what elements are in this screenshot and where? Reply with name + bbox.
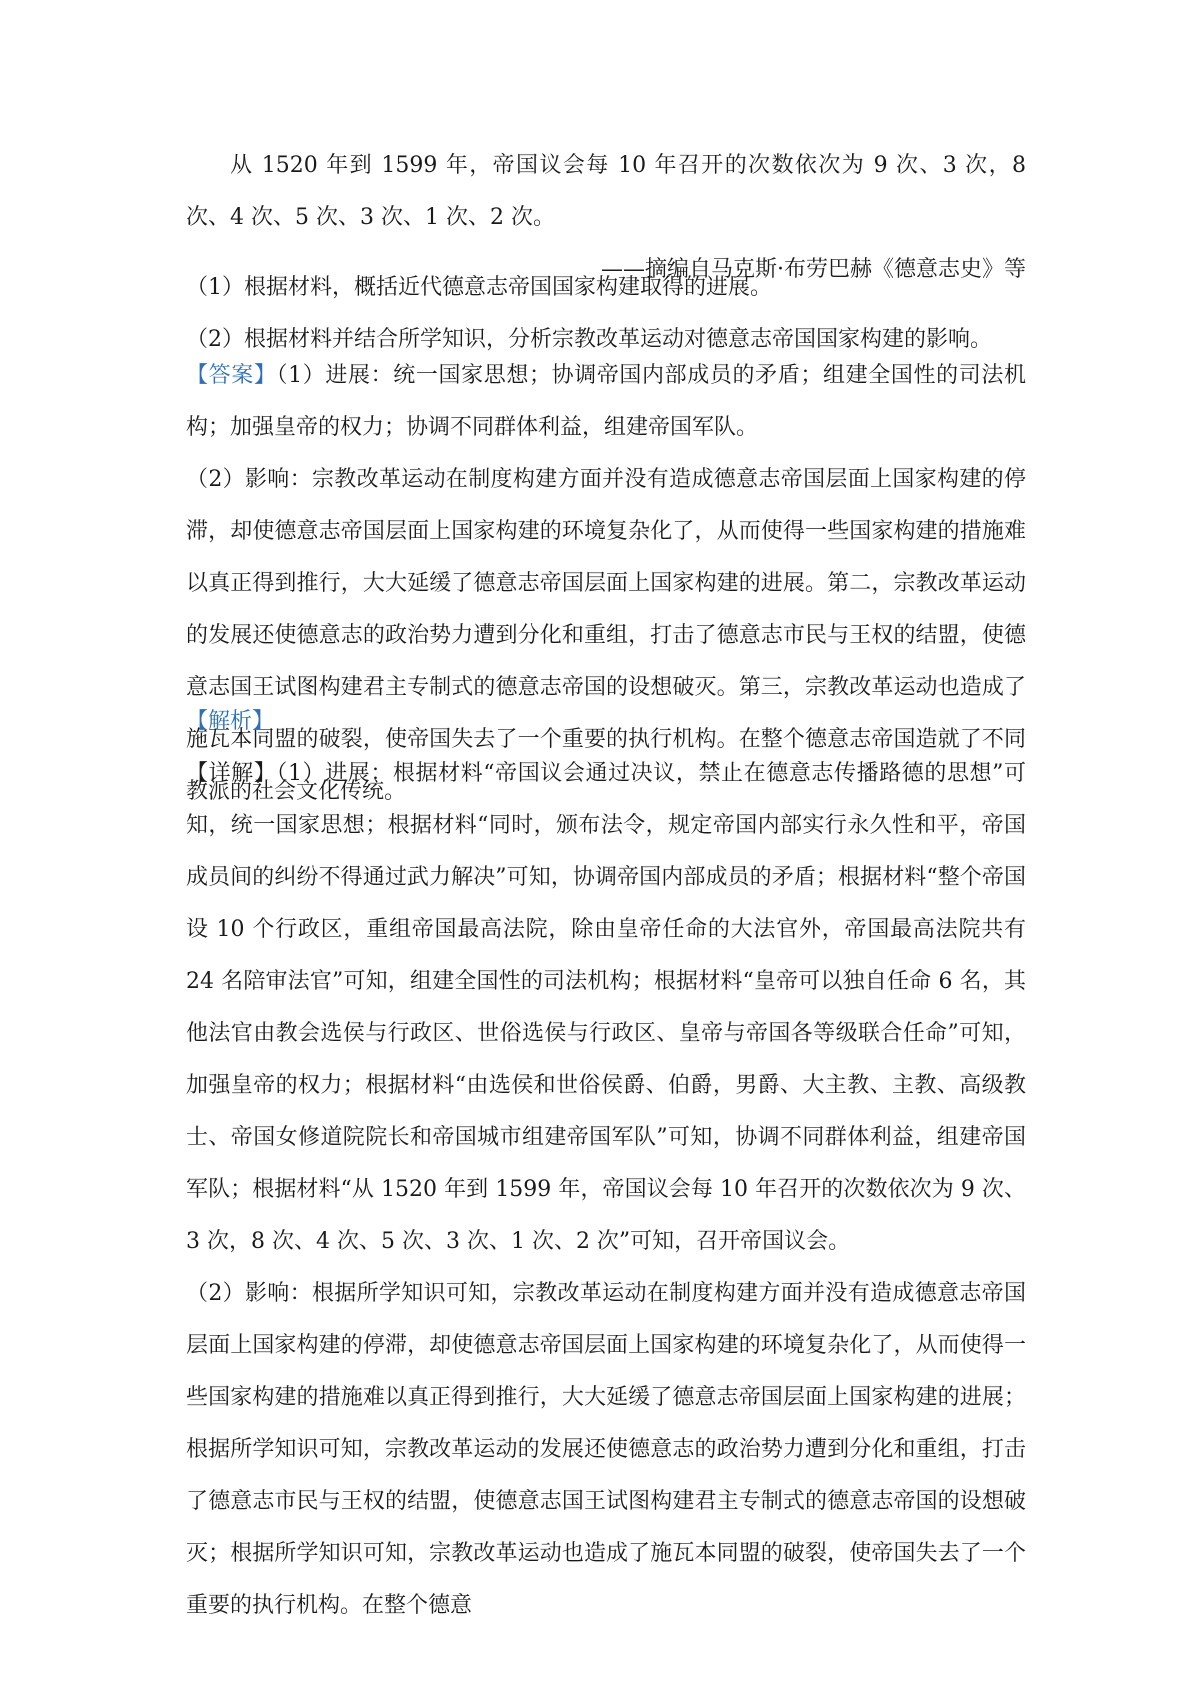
material-source: ——摘编自马克斯·布劳巴赫《德意志史》等 [601,257,1026,282]
analysis-tag: 【解析】 [186,709,275,734]
question-1: （1）根据材料，概括近代德意志帝国国家构建取得的进展。 [186,275,772,300]
analysis-section [186,696,1026,748]
detail-section [186,748,1026,1632]
detail-part-1-text: （1）进展：根据材料“帝国议会通过决议，禁止在德意志传播路德的思想”可知，统一国家思想；根据材料“同时，颁布法令，规定帝国内部实行永久性和平，帝国成员间的纠纷不得通过武力解决”可知，协调帝国内部成员的矛盾；根据材料“整个帝国设 10 个行政区，重组帝国最高法院，除由皇帝任命的大法官外，帝国最高法院共有 24 名陪审法官”可知，组建全国性的司法机构；根据材料“皇帝可以独自任命 6 名，其他法官由教会选侯与行政区、世俗选侯与行政区、皇帝与帝国各等级联合任命”可知，加强皇帝的权力；根据材料“由选侯和世俗侯爵、伯爵，男爵、大主教、主教、高级教士、帝国女修道院院长和帝国城市组建帝国军队”可知，协调不同群体利益，组建帝国军队；根据材料“从 1520 年到 1599 年，帝国议会每 10 年召开的次数依次为 9 次、3 次，8 次、4 次、5 次、3 次、1 次、2 次”可知，召开帝国议会。 [186,761,1026,1254]
answer-tag: 【答案】 [186,363,277,388]
detail-tag: 【详解】 [186,761,277,786]
question-2: （2）根据材料并结合所学知识，分析宗教改革运动对德意志帝国国家构建的影响。 [186,327,992,352]
answer-part-2: （2）影响：宗教改革运动在制度构建方面并没有造成德意志帝国层面上国家构建的停滞，却使德意志帝国层面上国家构建的环境复杂化了，从而使得一些国家构建的措施难以真正得到推行，大大延缓了德意志帝国层面上国家构建的进展。第二，宗教改革运动的发展还使德意志的政治势力遭到分化和重组，打击了德意志市民与王权的结盟，使德意志国王试图构建君主专制式的德意志帝国的设想破灭。第三，宗教改革运动也造成了施瓦本同盟的破裂，使帝国失去了一个重要的执行机构。在整个德意志帝国造就了不同教派的社会文化传统。 [186,467,1026,804]
answer-part-1 [186,350,1026,454]
detail-part-2: （2）影响：根据所学知识可知，宗教改革运动在制度构建方面并没有造成德意志帝国层面上国家构建的停滞，却使德意志帝国层面上国家构建的环境复杂化了，从而使得一些国家构建的措施难以真正得到推行，大大延缓了德意志帝国层面上国家构建的进展；根据所学知识可知，宗教改革运动的发展还使德意志的政治势力遭到分化和重组，打击了德意志市民与王权的结盟，使德意志国王试图构建君主专制式的德意志帝国的设想破灭；根据所学知识可知，宗教改革运动也造成了施瓦本同盟的破裂，使帝国失去了一个重要的执行机构。在整个德意 [186,1281,1026,1618]
material-text: 从 1520 年到 1599 年，帝国议会每 10 年召开的次数依次为 9 次、3 次，8 次、4 次、5 次、3 次、1 次、2 次。 [186,153,1026,230]
detail-part-1 [186,748,1026,1268]
answer-part-1-text: （1）进展：统一国家思想；协调帝国内部成员的矛盾；组建全国性的司法机构；加强皇帝的权力；协调不同群体利益，组建帝国军队。 [186,363,1026,440]
